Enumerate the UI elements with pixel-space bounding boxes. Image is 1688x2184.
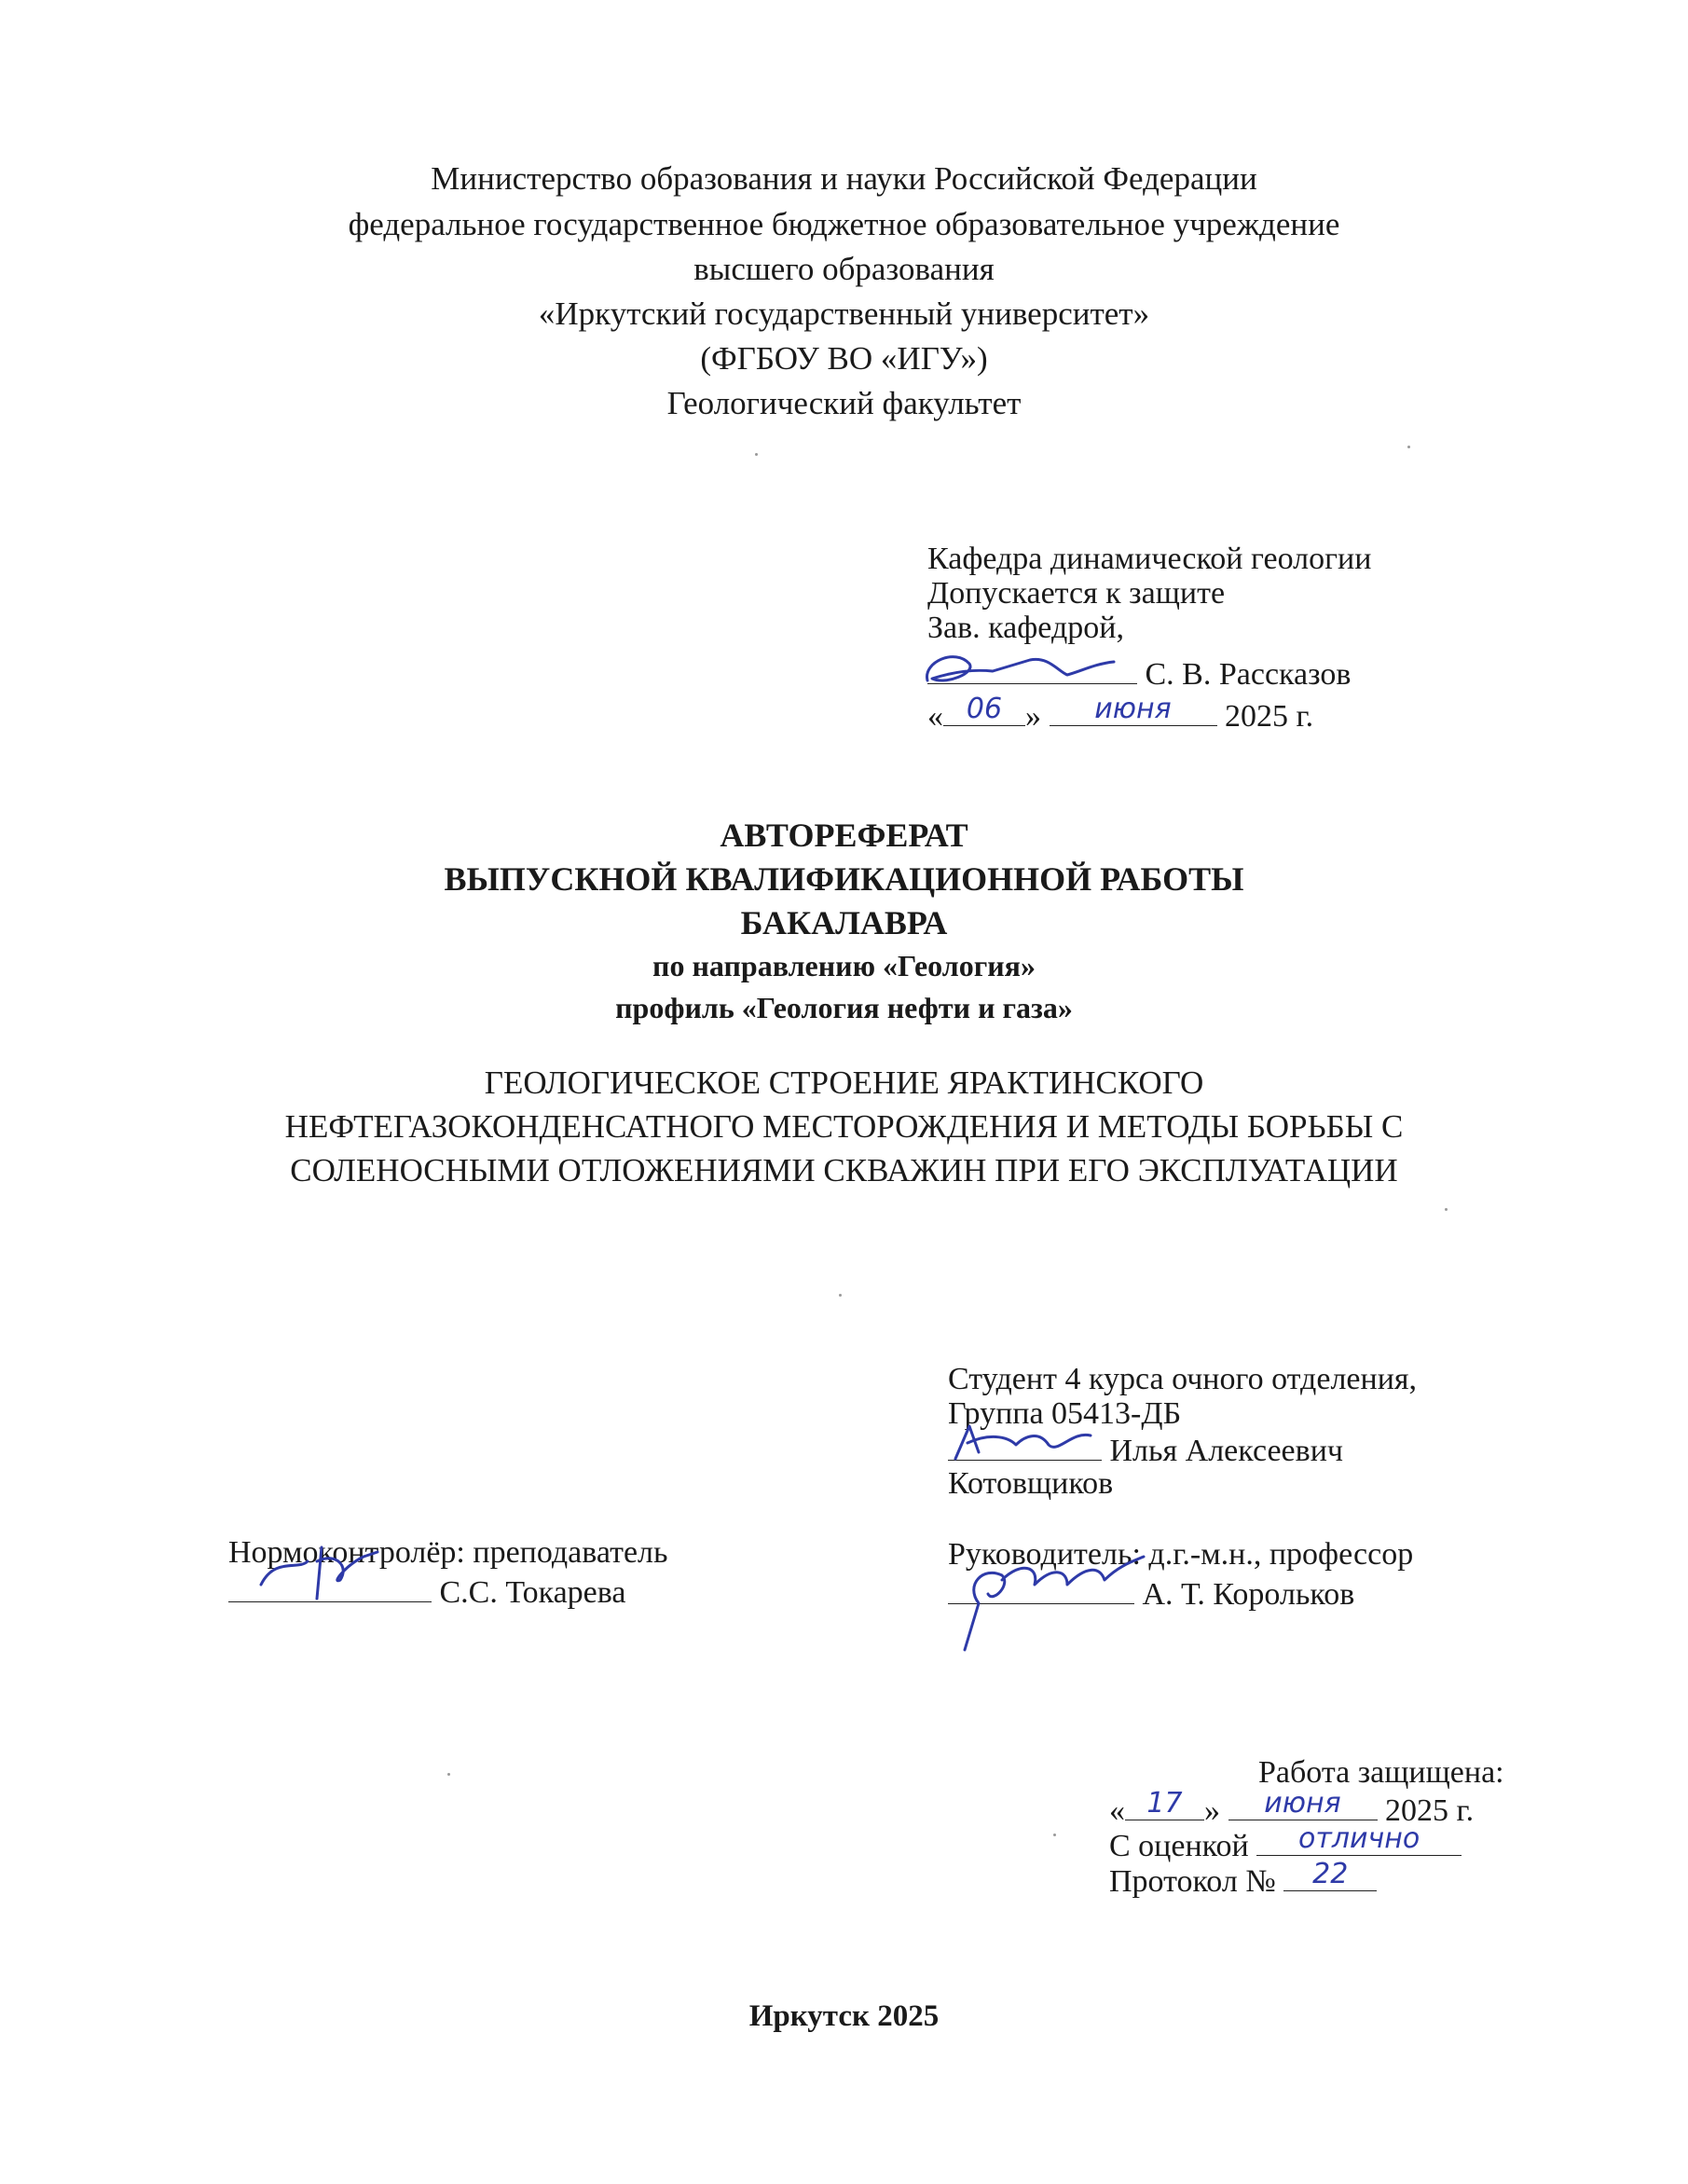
supervisor-signature-line [948,1573,1354,1614]
defense-month-handwritten: июня [1264,1787,1341,1820]
grade-field [1256,1822,1462,1856]
signature-underline [948,1430,1102,1461]
student-signature-line [948,1430,1343,1470]
head-label: Зав. кафедрой, [927,611,1124,645]
thesis-title-line-3: СОЛЕНОСНЫМИ ОТЛОЖЕНИЯМИ СКВАЖИН ПРИ ЕГО ЭКСПЛУАТАЦИИ [290,1152,1398,1188]
protocol-field [1283,1858,1377,1891]
head-signature-line [927,653,1351,694]
normcontrol-name: С.С. Токарева [439,1575,626,1610]
ministry-line: Министерство образования и науки Российской Федерации [431,160,1257,197]
signature-underline [948,1573,1134,1604]
date-day-field [943,695,1025,726]
doc-type-line-3: БАКАЛАВРА [740,904,948,941]
doc-type-line-2: ВЫПУСКНОЙ КВАЛИФИКАЦИОННОЙ РАБОТЫ [444,860,1244,898]
student-name: Илья Алексеевич [1109,1434,1343,1468]
student-line: Студент 4 курса очного отделения, [948,1362,1418,1396]
doc-type-line-1: АВТОРЕФЕРАТ [720,817,968,854]
university-name: «Иркутский государственный университет» [538,295,1150,332]
date-month-field [1050,695,1217,726]
thesis-title-line-2: НЕФТЕГАЗОКОНДЕНСАТНОГО МЕСТОРОЖДЕНИЯ И МЕТОДЫ БОРЬБЫ С [284,1108,1404,1145]
department-name: Кафедра динамической геологии [927,542,1372,576]
scan-speck [1445,1208,1448,1211]
faculty-name: Геологический факультет [666,385,1022,421]
signature-underline [228,1572,432,1602]
head-name: С. В. Рассказов [1145,657,1352,692]
university-abbr: (ФГБОУ ВО «ИГУ») [700,340,988,377]
scan-speck [755,453,758,456]
signature-underline [927,653,1137,684]
admitted-label: Допускается к защите [927,576,1226,611]
student-surname: Котовщиков [948,1466,1114,1501]
normcontrol-label: Нормоконтролёр: преподаватель [228,1535,668,1570]
grade-label: С оценкой [1109,1829,1249,1863]
grade-handwritten: отлично [1298,1822,1420,1855]
thesis-title-line-1: ГЕОЛОГИЧЕСКОЕ СТРОЕНИЕ ЯРАКТИНСКОГО [484,1065,1204,1101]
defense-year: 2025 г. [1385,1793,1475,1828]
approval-date: « 06 » июня 2025 г. [927,693,1314,734]
defense-month-field [1228,1787,1378,1820]
scan-speck [447,1773,450,1776]
institution-line-1: федеральное государственное бюджетное образовательное учреждение [348,206,1340,242]
date-month-handwritten: июня [1094,693,1172,725]
scan-speck [1407,446,1410,448]
normcontrol-signature-line [228,1572,625,1612]
institution-line-2: высшего образования [693,251,995,287]
defense-label: Работа защищена: [1258,1755,1504,1790]
defense-date: « 17 » июня 2025 г. [1109,1787,1475,1828]
supervisor-name: А. Т. Корольков [1142,1577,1355,1612]
protocol-line [1109,1858,1377,1901]
footer-city-year: Иркутск 2025 [748,1999,940,2033]
defense-day-handwritten: 17 [1146,1787,1183,1820]
defense-day-field [1125,1787,1204,1820]
protocol-handwritten: 22 [1312,1858,1349,1890]
direction-line: по направлению «Геология» [652,949,1036,982]
supervisor-label: Руководитель: д.г.-м.н., профессор [948,1537,1414,1572]
profile-line: профиль «Геология нефти и газа» [615,991,1073,1024]
student-group: Группа 05413-ДБ [948,1396,1182,1431]
scan-speck [839,1294,842,1297]
protocol-label: Протокол № [1109,1864,1276,1899]
date-year: 2025 г. [1225,699,1314,734]
date-day-handwritten: 06 [966,693,1003,725]
scan-speck [1053,1834,1056,1836]
